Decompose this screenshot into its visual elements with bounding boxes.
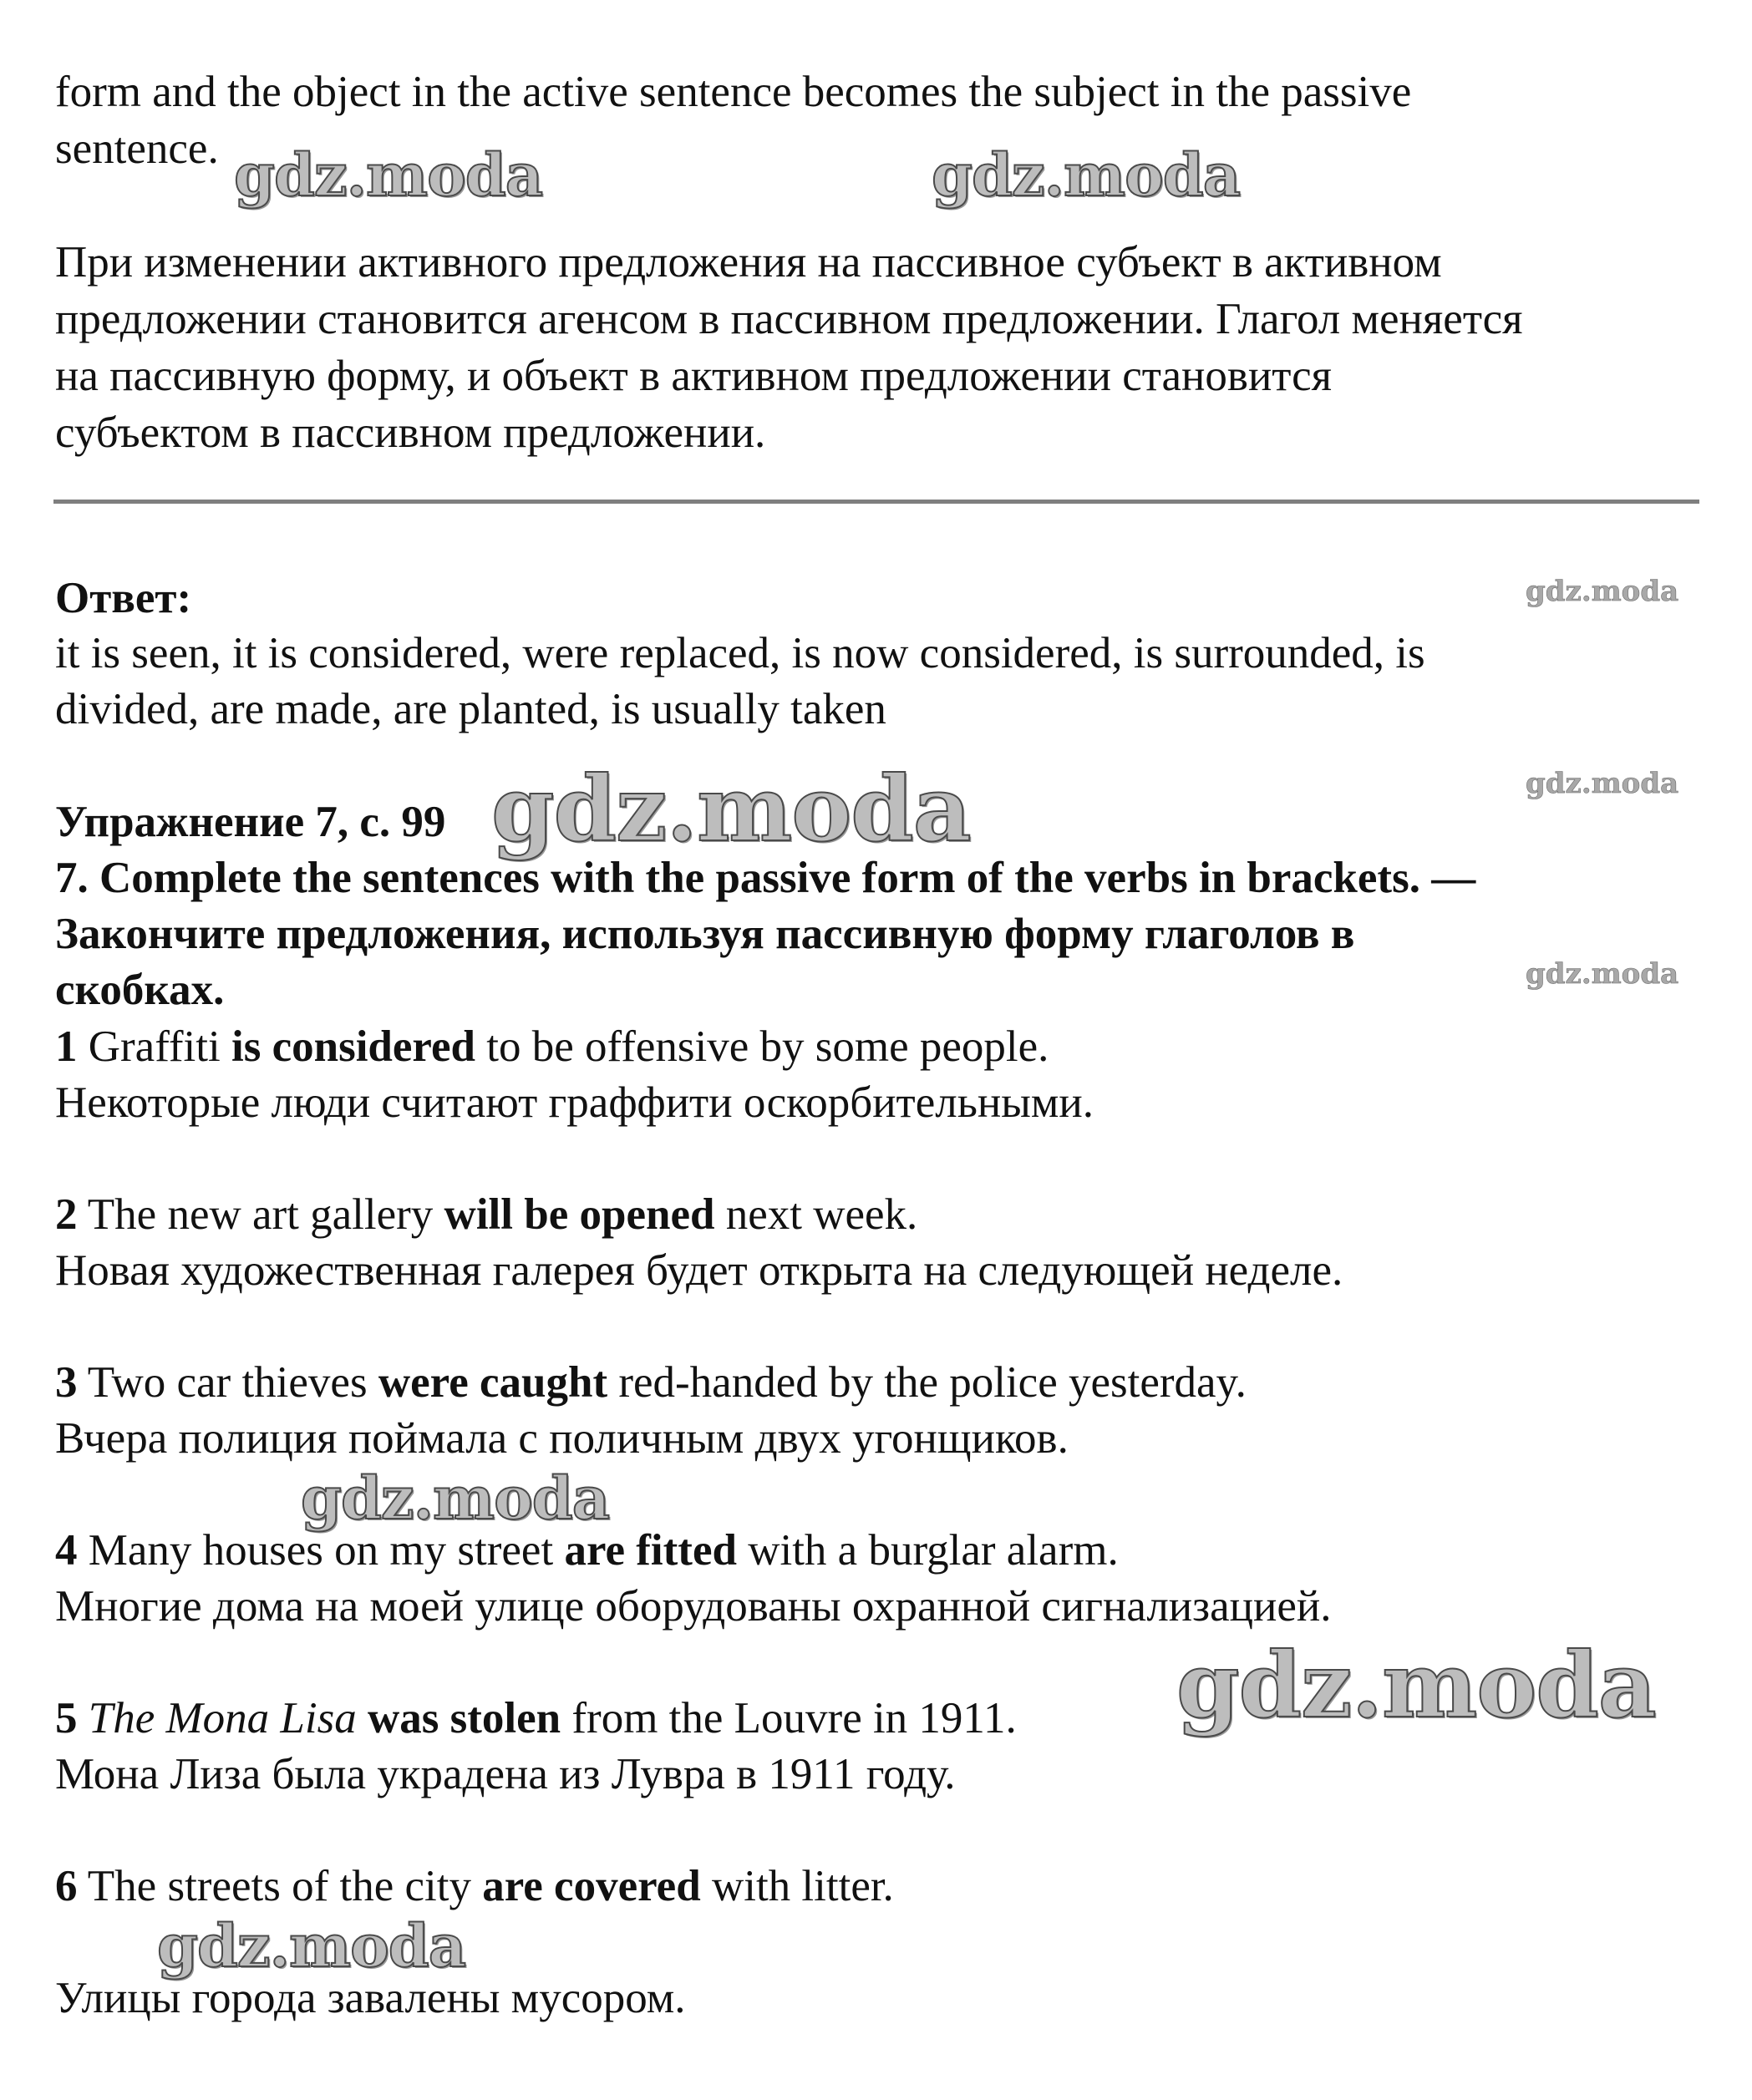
item-text-after: from the Louvre in 1911. <box>571 1694 1017 1742</box>
answer-line-2: divided, are made, are planted, is usually taken <box>55 685 886 733</box>
item-text-before: Graffiti <box>88 1022 221 1071</box>
intro-en-line-2: sentence. <box>55 124 219 173</box>
item-text-after: to be offensive by some people. <box>486 1022 1049 1071</box>
watermark: gdz.moda <box>301 1463 610 1533</box>
exercise-task-line-1: 7. Complete the sentences with the passive form of the verbs in brackets. — <box>55 854 1476 902</box>
item-text-before: Two car thieves <box>87 1358 368 1407</box>
exercise-heading: Упражнение 7, с. 99 <box>55 798 446 846</box>
exercise-task-line-2: Закончите предложения, используя пассивную форму глаголов в <box>55 910 1355 958</box>
item-number: 4 <box>55 1526 78 1575</box>
intro-ru-line-1: При изменении активного предложения на пассивное субъект в активном <box>55 238 1442 287</box>
watermark: gdz.moda <box>157 1911 466 1981</box>
item-text-before: The new art gallery <box>87 1190 434 1239</box>
watermark: gdz.moda <box>491 757 971 862</box>
exercise-item-6 <box>55 1858 894 1915</box>
item-text-after: next week. <box>725 1190 918 1239</box>
watermark: gdz.moda <box>1176 1633 1656 1738</box>
exercise-item-2-translation: Новая художественная галерея будет открыта на следующей неделе. <box>55 1246 1343 1295</box>
watermark: gdz.moda <box>1526 575 1679 608</box>
item-text-before: The Mona Lisa <box>88 1694 357 1742</box>
item-number: 5 <box>55 1694 78 1742</box>
item-passive-verb: are fitted <box>564 1526 737 1575</box>
item-number: 3 <box>55 1358 78 1407</box>
intro-ru-line-3: на пассивную форму, и объект в активном предложении становится <box>55 352 1333 400</box>
answer-label: Ответ: <box>55 574 192 622</box>
item-text-after: with a burglar alarm. <box>748 1526 1119 1575</box>
exercise-item-3-translation: Вчера полиция поймала с поличным двух угонщиков. <box>55 1414 1069 1463</box>
exercise-item-3 <box>55 1354 1247 1411</box>
exercise-task-line-3: скобках. <box>55 966 225 1014</box>
exercise-item-6-translation: Улицы города завалены мусором. <box>55 1974 686 2022</box>
intro-ru-line-2: предложении становится агенсом в пассивном предложении. Глагол меняется <box>55 295 1523 343</box>
item-number: 2 <box>55 1190 78 1239</box>
item-passive-verb: is considered <box>231 1022 475 1071</box>
item-passive-verb: were caught <box>378 1358 608 1407</box>
exercise-item-5 <box>55 1690 1017 1747</box>
watermark: gdz.moda <box>1526 767 1679 800</box>
exercise-item-4-translation: Многие дома на моей улице оборудованы охранной сигнализацией. <box>55 1582 1332 1631</box>
watermark: gdz.moda <box>932 140 1241 210</box>
exercise-item-1 <box>55 1018 1049 1075</box>
item-passive-verb: will be opened <box>444 1190 715 1239</box>
item-text-before: Many houses on my street <box>88 1526 554 1575</box>
item-passive-verb: are covered <box>482 1862 701 1910</box>
answer-line-1: it is seen, it is considered, were replaced, is now considered, is surrounded, is <box>55 629 1425 677</box>
watermark: gdz.moda <box>1526 957 1679 991</box>
item-passive-verb: was stolen <box>367 1694 561 1742</box>
exercise-item-5-translation: Мона Лиза была украдена из Лувра в 1911 году. <box>55 1750 956 1798</box>
item-number: 6 <box>55 1862 78 1910</box>
intro-ru-line-4: субъектом в пассивном предложении. <box>55 408 766 457</box>
item-text-after: red-handed by the police yesterday. <box>618 1358 1247 1407</box>
item-number: 1 <box>55 1022 78 1071</box>
exercise-item-2 <box>55 1186 917 1243</box>
item-text-before: The streets of the city <box>87 1862 471 1910</box>
intro-en-line-1: form and the object in the active sentence becomes the subject in the passive <box>55 68 1412 116</box>
section-divider <box>53 500 1699 504</box>
watermark: gdz.moda <box>234 140 543 210</box>
item-text-after: with litter. <box>711 1862 894 1910</box>
exercise-item-1-translation: Некоторые люди считают граффити оскорбительными. <box>55 1078 1094 1127</box>
